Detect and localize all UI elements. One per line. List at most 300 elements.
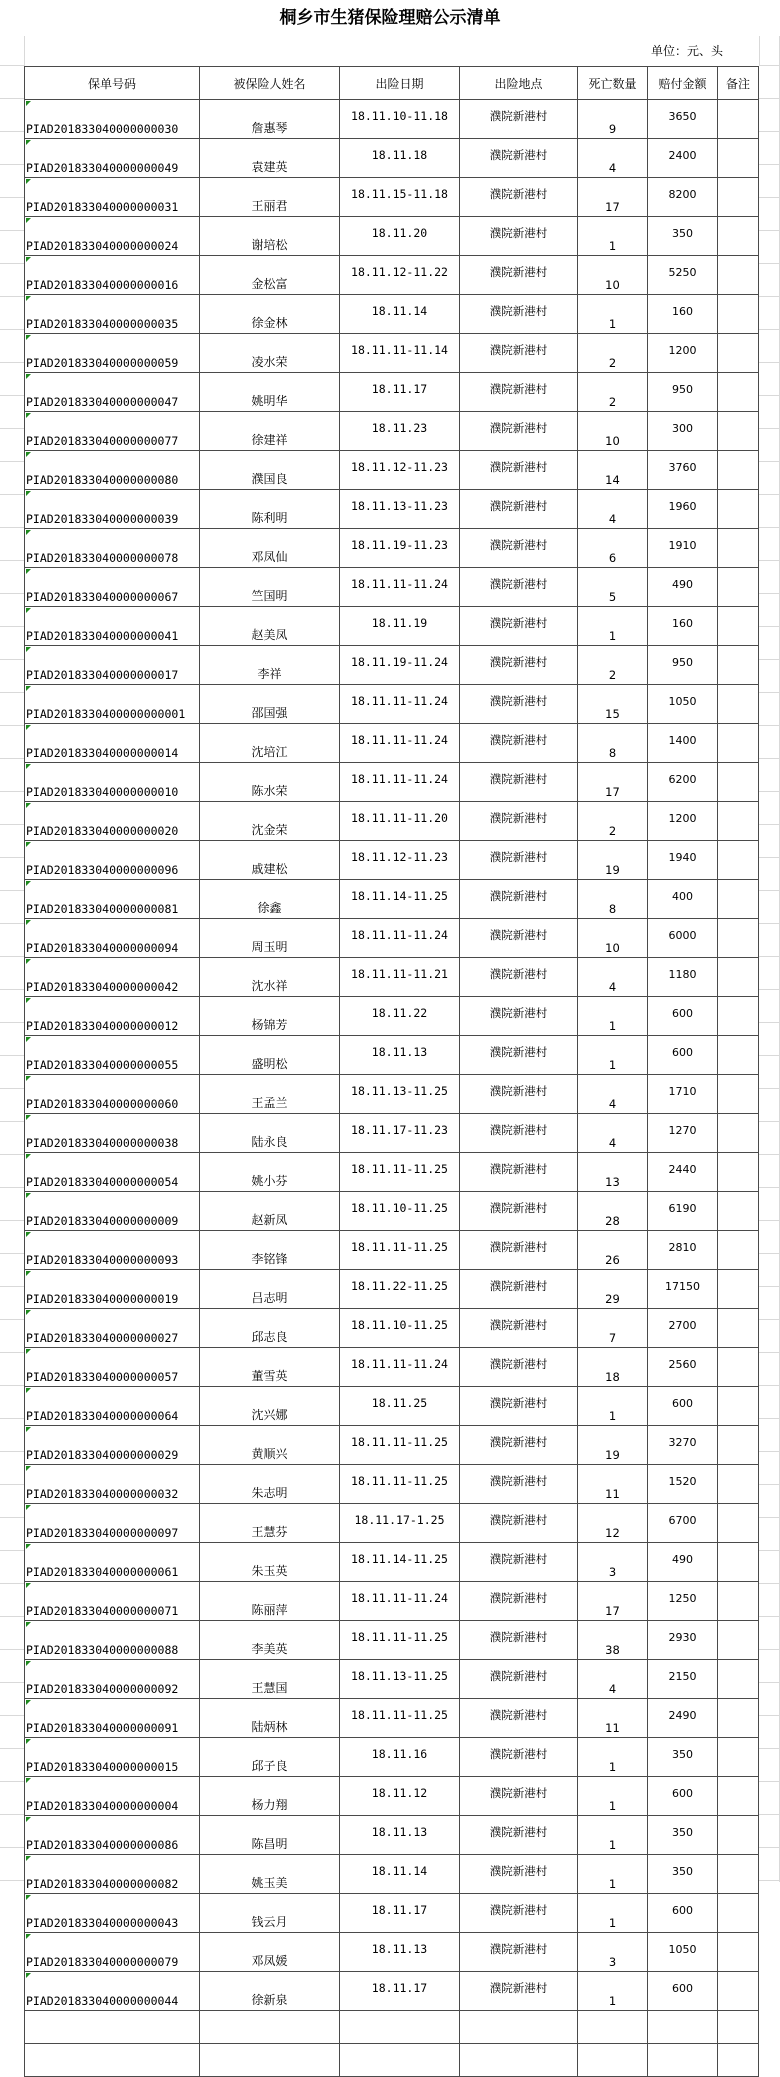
place-cell[interactable]: 濮院新港村 — [460, 1621, 578, 1660]
date-cell[interactable]: 18.11.14 — [340, 295, 460, 334]
deaths-cell[interactable]: 29 — [578, 1270, 648, 1309]
date-cell[interactable]: 18.11.17 — [340, 1972, 460, 2011]
insured-name-cell[interactable]: 陈利明 — [200, 490, 340, 529]
amount-cell[interactable]: 600 — [648, 1777, 718, 1816]
insured-name-cell[interactable]: 陆永良 — [200, 1114, 340, 1153]
policy-number-cell[interactable]: PIAD201833040000000061 — [25, 1543, 200, 1582]
date-cell[interactable]: 18.11.17 — [340, 373, 460, 412]
place-cell[interactable]: 濮院新港村 — [460, 1894, 578, 1933]
empty-cell[interactable] — [578, 2044, 648, 2077]
policy-number-cell[interactable]: PIAD201833040000000016 — [25, 256, 200, 295]
place-cell[interactable]: 濮院新港村 — [460, 1426, 578, 1465]
empty-cell[interactable] — [648, 2044, 718, 2077]
date-cell[interactable]: 18.11.11-11.14 — [340, 334, 460, 373]
note-cell[interactable] — [718, 1426, 759, 1465]
deaths-cell[interactable]: 1 — [578, 1894, 648, 1933]
amount-cell[interactable]: 950 — [648, 646, 718, 685]
date-cell[interactable]: 18.11.17 — [340, 1894, 460, 1933]
date-cell[interactable]: 18.11.20 — [340, 217, 460, 256]
date-cell[interactable]: 18.11.13-11.23 — [340, 490, 460, 529]
deaths-cell[interactable]: 17 — [578, 1582, 648, 1621]
policy-number-cell[interactable]: PIAD201833040000000086 — [25, 1816, 200, 1855]
amount-cell[interactable]: 2810 — [648, 1231, 718, 1270]
insured-name-cell[interactable]: 陈水荣 — [200, 763, 340, 802]
insured-name-cell[interactable]: 王孟兰 — [200, 1075, 340, 1114]
place-cell[interactable]: 濮院新港村 — [460, 100, 578, 139]
amount-cell[interactable]: 2490 — [648, 1699, 718, 1738]
insured-name-cell[interactable]: 周玉明 — [200, 919, 340, 958]
deaths-cell[interactable]: 10 — [578, 919, 648, 958]
policy-number-cell[interactable]: PIAD201833040000000081 — [25, 880, 200, 919]
amount-cell[interactable]: 1710 — [648, 1075, 718, 1114]
insured-name-cell[interactable]: 赵美凤 — [200, 607, 340, 646]
note-cell[interactable] — [718, 490, 759, 529]
amount-cell[interactable]: 490 — [648, 1543, 718, 1582]
date-cell[interactable]: 18.11.12 — [340, 1777, 460, 1816]
date-cell[interactable]: 18.11.11-11.24 — [340, 919, 460, 958]
note-cell[interactable] — [718, 997, 759, 1036]
insured-name-cell[interactable]: 詹惠琴 — [200, 100, 340, 139]
place-cell[interactable]: 濮院新港村 — [460, 607, 578, 646]
note-cell[interactable] — [718, 334, 759, 373]
place-cell[interactable]: 濮院新港村 — [460, 724, 578, 763]
note-cell[interactable] — [718, 295, 759, 334]
policy-number-cell[interactable]: PIAD201833040000000080 — [25, 451, 200, 490]
note-cell[interactable] — [718, 1504, 759, 1543]
date-cell[interactable]: 18.11.18 — [340, 139, 460, 178]
amount-cell[interactable]: 1250 — [648, 1582, 718, 1621]
insured-name-cell[interactable]: 邱志良 — [200, 1309, 340, 1348]
date-cell[interactable]: 18.11.11-11.24 — [340, 1348, 460, 1387]
deaths-cell[interactable]: 10 — [578, 256, 648, 295]
deaths-cell[interactable]: 19 — [578, 1426, 648, 1465]
place-cell[interactable]: 濮院新港村 — [460, 1231, 578, 1270]
policy-number-cell[interactable]: PIAD201833040000000004 — [25, 1777, 200, 1816]
place-cell[interactable]: 濮院新港村 — [460, 1348, 578, 1387]
policy-number-cell[interactable]: PIAD201833040000000041 — [25, 607, 200, 646]
note-cell[interactable] — [718, 1621, 759, 1660]
deaths-cell[interactable]: 6 — [578, 529, 648, 568]
amount-cell[interactable]: 600 — [648, 997, 718, 1036]
insured-name-cell[interactable]: 赵新凤 — [200, 1192, 340, 1231]
insured-name-cell[interactable]: 袁建英 — [200, 139, 340, 178]
note-cell[interactable] — [718, 1036, 759, 1075]
deaths-cell[interactable]: 17 — [578, 763, 648, 802]
deaths-cell[interactable]: 28 — [578, 1192, 648, 1231]
header-amount[interactable]: 赔付金额 — [648, 67, 718, 100]
note-cell[interactable] — [718, 1348, 759, 1387]
place-cell[interactable]: 濮院新港村 — [460, 1543, 578, 1582]
insured-name-cell[interactable]: 杨力翔 — [200, 1777, 340, 1816]
policy-number-cell[interactable]: PIAD201833040000000071 — [25, 1582, 200, 1621]
policy-number-cell[interactable]: PIAD201833040000000031 — [25, 178, 200, 217]
date-cell[interactable]: 18.11.11-11.21 — [340, 958, 460, 997]
insured-name-cell[interactable]: 邓凤仙 — [200, 529, 340, 568]
insured-name-cell[interactable]: 杨锦芳 — [200, 997, 340, 1036]
empty-cell[interactable] — [648, 2011, 718, 2044]
insured-name-cell[interactable]: 邵国强 — [200, 685, 340, 724]
place-cell[interactable]: 濮院新港村 — [460, 1465, 578, 1504]
amount-cell[interactable]: 3650 — [648, 100, 718, 139]
header-date[interactable]: 出险日期 — [340, 67, 460, 100]
insured-name-cell[interactable]: 沈培江 — [200, 724, 340, 763]
policy-number-cell[interactable]: PIAD201833040000000064 — [25, 1387, 200, 1426]
amount-cell[interactable]: 2150 — [648, 1660, 718, 1699]
empty-cell[interactable] — [718, 2044, 759, 2077]
note-cell[interactable] — [718, 1075, 759, 1114]
amount-cell[interactable]: 1200 — [648, 334, 718, 373]
note-cell[interactable] — [718, 1543, 759, 1582]
note-cell[interactable] — [718, 451, 759, 490]
note-cell[interactable] — [718, 802, 759, 841]
amount-cell[interactable]: 160 — [648, 295, 718, 334]
empty-cell[interactable] — [25, 2011, 200, 2044]
insured-name-cell[interactable]: 王慧国 — [200, 1660, 340, 1699]
date-cell[interactable]: 18.11.10-11.25 — [340, 1309, 460, 1348]
date-cell[interactable]: 18.11.15-11.18 — [340, 178, 460, 217]
place-cell[interactable]: 濮院新港村 — [460, 1075, 578, 1114]
deaths-cell[interactable]: 4 — [578, 490, 648, 529]
deaths-cell[interactable]: 11 — [578, 1465, 648, 1504]
note-cell[interactable] — [718, 607, 759, 646]
amount-cell[interactable]: 600 — [648, 1894, 718, 1933]
policy-number-cell[interactable]: PIAD201833040000000010 — [25, 763, 200, 802]
note-cell[interactable] — [718, 1114, 759, 1153]
insured-name-cell[interactable]: 朱志明 — [200, 1465, 340, 1504]
policy-number-cell[interactable]: PIAD201833040000000015 — [25, 1738, 200, 1777]
deaths-cell[interactable]: 1 — [578, 1972, 648, 2011]
place-cell[interactable]: 濮院新港村 — [460, 1270, 578, 1309]
deaths-cell[interactable]: 9 — [578, 100, 648, 139]
deaths-cell[interactable]: 4 — [578, 1660, 648, 1699]
policy-number-cell[interactable]: PIAD201833040000000082 — [25, 1855, 200, 1894]
deaths-cell[interactable]: 7 — [578, 1309, 648, 1348]
policy-number-cell[interactable]: PIAD201833040000000093 — [25, 1231, 200, 1270]
note-cell[interactable] — [718, 1231, 759, 1270]
deaths-cell[interactable]: 17 — [578, 178, 648, 217]
policy-number-cell[interactable]: PIAD201833040000000094 — [25, 919, 200, 958]
note-cell[interactable] — [718, 1387, 759, 1426]
date-cell[interactable]: 18.11.16 — [340, 1738, 460, 1777]
empty-cell[interactable] — [25, 2044, 200, 2077]
place-cell[interactable]: 濮院新港村 — [460, 451, 578, 490]
amount-cell[interactable]: 600 — [648, 1387, 718, 1426]
note-cell[interactable] — [718, 685, 759, 724]
date-cell[interactable]: 18.11.11-11.25 — [340, 1465, 460, 1504]
insured-name-cell[interactable]: 邱子良 — [200, 1738, 340, 1777]
empty-cell[interactable] — [578, 2011, 648, 2044]
amount-cell[interactable]: 6200 — [648, 763, 718, 802]
insured-name-cell[interactable]: 黄顺兴 — [200, 1426, 340, 1465]
empty-cell[interactable] — [340, 2044, 460, 2077]
insured-name-cell[interactable]: 李铭锋 — [200, 1231, 340, 1270]
amount-cell[interactable]: 300 — [648, 412, 718, 451]
policy-number-cell[interactable]: PIAD201833040000000019 — [25, 1270, 200, 1309]
policy-number-cell[interactable]: PIAD201833040000000020 — [25, 802, 200, 841]
policy-number-cell[interactable]: PIAD201833040000000014 — [25, 724, 200, 763]
insured-name-cell[interactable]: 姚玉美 — [200, 1855, 340, 1894]
place-cell[interactable]: 濮院新港村 — [460, 217, 578, 256]
deaths-cell[interactable]: 18 — [578, 1348, 648, 1387]
insured-name-cell[interactable]: 戚建松 — [200, 841, 340, 880]
amount-cell[interactable]: 950 — [648, 373, 718, 412]
amount-cell[interactable]: 5250 — [648, 256, 718, 295]
place-cell[interactable]: 濮院新港村 — [460, 256, 578, 295]
note-cell[interactable] — [718, 880, 759, 919]
deaths-cell[interactable]: 1 — [578, 1036, 648, 1075]
policy-number-cell[interactable]: PIAD201833040000000091 — [25, 1699, 200, 1738]
deaths-cell[interactable]: 2 — [578, 373, 648, 412]
amount-cell[interactable]: 17150 — [648, 1270, 718, 1309]
date-cell[interactable]: 18.11.10-11.18 — [340, 100, 460, 139]
place-cell[interactable]: 濮院新港村 — [460, 1738, 578, 1777]
policy-number-cell[interactable]: PIAD201833040000000047 — [25, 373, 200, 412]
policy-number-cell[interactable]: PIAD201833040000000078 — [25, 529, 200, 568]
date-cell[interactable]: 18.11.17-1.25 — [340, 1504, 460, 1543]
amount-cell[interactable]: 2400 — [648, 139, 718, 178]
date-cell[interactable]: 18.11.22-11.25 — [340, 1270, 460, 1309]
note-cell[interactable] — [718, 1738, 759, 1777]
place-cell[interactable]: 濮院新港村 — [460, 1114, 578, 1153]
deaths-cell[interactable]: 14 — [578, 451, 648, 490]
note-cell[interactable] — [718, 1816, 759, 1855]
place-cell[interactable]: 濮院新港村 — [460, 1660, 578, 1699]
place-cell[interactable]: 濮院新港村 — [460, 958, 578, 997]
policy-number-cell[interactable]: PIAD201833040000000096 — [25, 841, 200, 880]
insured-name-cell[interactable]: 王慧芬 — [200, 1504, 340, 1543]
deaths-cell[interactable]: 2 — [578, 334, 648, 373]
policy-number-cell[interactable]: PIAD201833040000000032 — [25, 1465, 200, 1504]
place-cell[interactable]: 濮院新港村 — [460, 841, 578, 880]
place-cell[interactable]: 濮院新港村 — [460, 685, 578, 724]
insured-name-cell[interactable]: 竺国明 — [200, 568, 340, 607]
date-cell[interactable]: 18.11.17-11.23 — [340, 1114, 460, 1153]
date-cell[interactable]: 18.11.23 — [340, 412, 460, 451]
date-cell[interactable]: 18.11.11-11.25 — [340, 1231, 460, 1270]
deaths-cell[interactable]: 1 — [578, 997, 648, 1036]
policy-number-cell[interactable]: PIAD201833040000000077 — [25, 412, 200, 451]
insured-name-cell[interactable]: 凌水荣 — [200, 334, 340, 373]
place-cell[interactable]: 濮院新港村 — [460, 997, 578, 1036]
header-deaths[interactable]: 死亡数量 — [578, 67, 648, 100]
amount-cell[interactable]: 1050 — [648, 685, 718, 724]
deaths-cell[interactable]: 1 — [578, 295, 648, 334]
insured-name-cell[interactable]: 谢培松 — [200, 217, 340, 256]
empty-cell[interactable] — [200, 2011, 340, 2044]
insured-name-cell[interactable]: 吕志明 — [200, 1270, 340, 1309]
deaths-cell[interactable]: 1 — [578, 607, 648, 646]
place-cell[interactable]: 濮院新港村 — [460, 334, 578, 373]
date-cell[interactable]: 18.11.13-11.25 — [340, 1660, 460, 1699]
policy-number-cell[interactable]: PIAD201833040000000079 — [25, 1933, 200, 1972]
deaths-cell[interactable]: 38 — [578, 1621, 648, 1660]
place-cell[interactable]: 濮院新港村 — [460, 1855, 578, 1894]
note-cell[interactable] — [718, 1933, 759, 1972]
date-cell[interactable]: 18.11.11-11.25 — [340, 1621, 460, 1660]
insured-name-cell[interactable]: 沈兴娜 — [200, 1387, 340, 1426]
deaths-cell[interactable]: 3 — [578, 1543, 648, 1582]
deaths-cell[interactable]: 15 — [578, 685, 648, 724]
policy-number-cell[interactable]: PIAD201833040000000060 — [25, 1075, 200, 1114]
empty-cell[interactable] — [340, 2011, 460, 2044]
deaths-cell[interactable]: 12 — [578, 1504, 648, 1543]
insured-name-cell[interactable]: 濮国良 — [200, 451, 340, 490]
deaths-cell[interactable]: 26 — [578, 1231, 648, 1270]
date-cell[interactable]: 18.11.19 — [340, 607, 460, 646]
place-cell[interactable]: 濮院新港村 — [460, 1816, 578, 1855]
amount-cell[interactable]: 3760 — [648, 451, 718, 490]
deaths-cell[interactable]: 5 — [578, 568, 648, 607]
policy-number-cell[interactable]: PIAD2018330400000000001 — [25, 685, 200, 724]
deaths-cell[interactable]: 4 — [578, 1114, 648, 1153]
amount-cell[interactable]: 2930 — [648, 1621, 718, 1660]
policy-number-cell[interactable]: PIAD201833040000000043 — [25, 1894, 200, 1933]
note-cell[interactable] — [718, 1855, 759, 1894]
amount-cell[interactable]: 6700 — [648, 1504, 718, 1543]
date-cell[interactable]: 18.11.19-11.24 — [340, 646, 460, 685]
date-cell[interactable]: 18.11.11-11.25 — [340, 1426, 460, 1465]
note-cell[interactable] — [718, 568, 759, 607]
insured-name-cell[interactable]: 盛明松 — [200, 1036, 340, 1075]
date-cell[interactable]: 18.11.11-11.24 — [340, 685, 460, 724]
amount-cell[interactable]: 400 — [648, 880, 718, 919]
date-cell[interactable]: 18.11.12-11.23 — [340, 841, 460, 880]
date-cell[interactable]: 18.11.11-11.24 — [340, 724, 460, 763]
policy-number-cell[interactable]: PIAD201833040000000054 — [25, 1153, 200, 1192]
insured-name-cell[interactable]: 陆炳林 — [200, 1699, 340, 1738]
note-cell[interactable] — [718, 1894, 759, 1933]
policy-number-cell[interactable]: PIAD201833040000000039 — [25, 490, 200, 529]
date-cell[interactable]: 18.11.11-11.25 — [340, 1699, 460, 1738]
header-note[interactable]: 备注 — [718, 67, 759, 100]
amount-cell[interactable]: 6190 — [648, 1192, 718, 1231]
date-cell[interactable]: 18.11.11-11.20 — [340, 802, 460, 841]
date-cell[interactable]: 18.11.11-11.24 — [340, 568, 460, 607]
policy-number-cell[interactable]: PIAD201833040000000009 — [25, 1192, 200, 1231]
note-cell[interactable] — [718, 529, 759, 568]
note-cell[interactable] — [718, 763, 759, 802]
date-cell[interactable]: 18.11.12-11.22 — [340, 256, 460, 295]
amount-cell[interactable]: 1270 — [648, 1114, 718, 1153]
amount-cell[interactable]: 490 — [648, 568, 718, 607]
note-cell[interactable] — [718, 841, 759, 880]
insured-name-cell[interactable]: 陈昌明 — [200, 1816, 340, 1855]
amount-cell[interactable]: 350 — [648, 1816, 718, 1855]
note-cell[interactable] — [718, 1465, 759, 1504]
note-cell[interactable] — [718, 724, 759, 763]
deaths-cell[interactable]: 19 — [578, 841, 648, 880]
deaths-cell[interactable]: 4 — [578, 958, 648, 997]
policy-number-cell[interactable]: PIAD201833040000000057 — [25, 1348, 200, 1387]
policy-number-cell[interactable]: PIAD201833040000000017 — [25, 646, 200, 685]
note-cell[interactable] — [718, 1699, 759, 1738]
date-cell[interactable]: 18.11.13 — [340, 1933, 460, 1972]
policy-number-cell[interactable]: PIAD201833040000000088 — [25, 1621, 200, 1660]
deaths-cell[interactable]: 1 — [578, 1387, 648, 1426]
place-cell[interactable]: 濮院新港村 — [460, 919, 578, 958]
date-cell[interactable]: 18.11.11-11.25 — [340, 1153, 460, 1192]
place-cell[interactable]: 濮院新港村 — [460, 1192, 578, 1231]
place-cell[interactable]: 濮院新港村 — [460, 1036, 578, 1075]
insured-name-cell[interactable]: 徐金林 — [200, 295, 340, 334]
date-cell[interactable]: 18.11.10-11.25 — [340, 1192, 460, 1231]
place-cell[interactable]: 濮院新港村 — [460, 1582, 578, 1621]
amount-cell[interactable]: 350 — [648, 217, 718, 256]
amount-cell[interactable]: 600 — [648, 1036, 718, 1075]
policy-number-cell[interactable]: PIAD201833040000000027 — [25, 1309, 200, 1348]
date-cell[interactable]: 18.11.11-11.24 — [340, 763, 460, 802]
policy-number-cell[interactable]: PIAD201833040000000055 — [25, 1036, 200, 1075]
insured-name-cell[interactable]: 董雪英 — [200, 1348, 340, 1387]
note-cell[interactable] — [718, 919, 759, 958]
deaths-cell[interactable]: 4 — [578, 139, 648, 178]
date-cell[interactable]: 18.11.14 — [340, 1855, 460, 1894]
policy-number-cell[interactable]: PIAD201833040000000092 — [25, 1660, 200, 1699]
amount-cell[interactable]: 160 — [648, 607, 718, 646]
place-cell[interactable]: 濮院新港村 — [460, 139, 578, 178]
insured-name-cell[interactable]: 沈金荣 — [200, 802, 340, 841]
place-cell[interactable]: 濮院新港村 — [460, 1933, 578, 1972]
place-cell[interactable]: 濮院新港村 — [460, 529, 578, 568]
date-cell[interactable]: 18.11.11-11.24 — [340, 1582, 460, 1621]
amount-cell[interactable]: 1960 — [648, 490, 718, 529]
note-cell[interactable] — [718, 1972, 759, 2011]
policy-number-cell[interactable]: PIAD201833040000000044 — [25, 1972, 200, 2011]
empty-cell[interactable] — [718, 2011, 759, 2044]
header-place[interactable]: 出险地点 — [460, 67, 578, 100]
date-cell[interactable]: 18.11.13-11.25 — [340, 1075, 460, 1114]
note-cell[interactable] — [718, 412, 759, 451]
policy-number-cell[interactable]: PIAD201833040000000024 — [25, 217, 200, 256]
deaths-cell[interactable]: 1 — [578, 1777, 648, 1816]
deaths-cell[interactable]: 2 — [578, 802, 648, 841]
amount-cell[interactable]: 8200 — [648, 178, 718, 217]
note-cell[interactable] — [718, 958, 759, 997]
place-cell[interactable]: 濮院新港村 — [460, 412, 578, 451]
deaths-cell[interactable]: 1 — [578, 217, 648, 256]
amount-cell[interactable]: 2700 — [648, 1309, 718, 1348]
place-cell[interactable]: 濮院新港村 — [460, 1387, 578, 1426]
note-cell[interactable] — [718, 646, 759, 685]
deaths-cell[interactable]: 8 — [578, 880, 648, 919]
place-cell[interactable]: 濮院新港村 — [460, 373, 578, 412]
amount-cell[interactable]: 6000 — [648, 919, 718, 958]
place-cell[interactable]: 濮院新港村 — [460, 1699, 578, 1738]
insured-name-cell[interactable]: 李美英 — [200, 1621, 340, 1660]
note-cell[interactable] — [718, 1153, 759, 1192]
amount-cell[interactable]: 1910 — [648, 529, 718, 568]
deaths-cell[interactable]: 4 — [578, 1075, 648, 1114]
empty-cell[interactable] — [200, 2044, 340, 2077]
empty-cell[interactable] — [460, 2011, 578, 2044]
deaths-cell[interactable]: 3 — [578, 1933, 648, 1972]
place-cell[interactable]: 濮院新港村 — [460, 1309, 578, 1348]
note-cell[interactable] — [718, 1270, 759, 1309]
date-cell[interactable]: 18.11.14-11.25 — [340, 1543, 460, 1582]
insured-name-cell[interactable]: 金松富 — [200, 256, 340, 295]
policy-number-cell[interactable]: PIAD201833040000000012 — [25, 997, 200, 1036]
policy-number-cell[interactable]: PIAD201833040000000042 — [25, 958, 200, 997]
note-cell[interactable] — [718, 256, 759, 295]
amount-cell[interactable]: 1200 — [648, 802, 718, 841]
amount-cell[interactable]: 1050 — [648, 1933, 718, 1972]
policy-number-cell[interactable]: PIAD201833040000000035 — [25, 295, 200, 334]
note-cell[interactable] — [718, 100, 759, 139]
deaths-cell[interactable]: 2 — [578, 646, 648, 685]
insured-name-cell[interactable]: 徐鑫 — [200, 880, 340, 919]
date-cell[interactable]: 18.11.25 — [340, 1387, 460, 1426]
place-cell[interactable]: 濮院新港村 — [460, 763, 578, 802]
